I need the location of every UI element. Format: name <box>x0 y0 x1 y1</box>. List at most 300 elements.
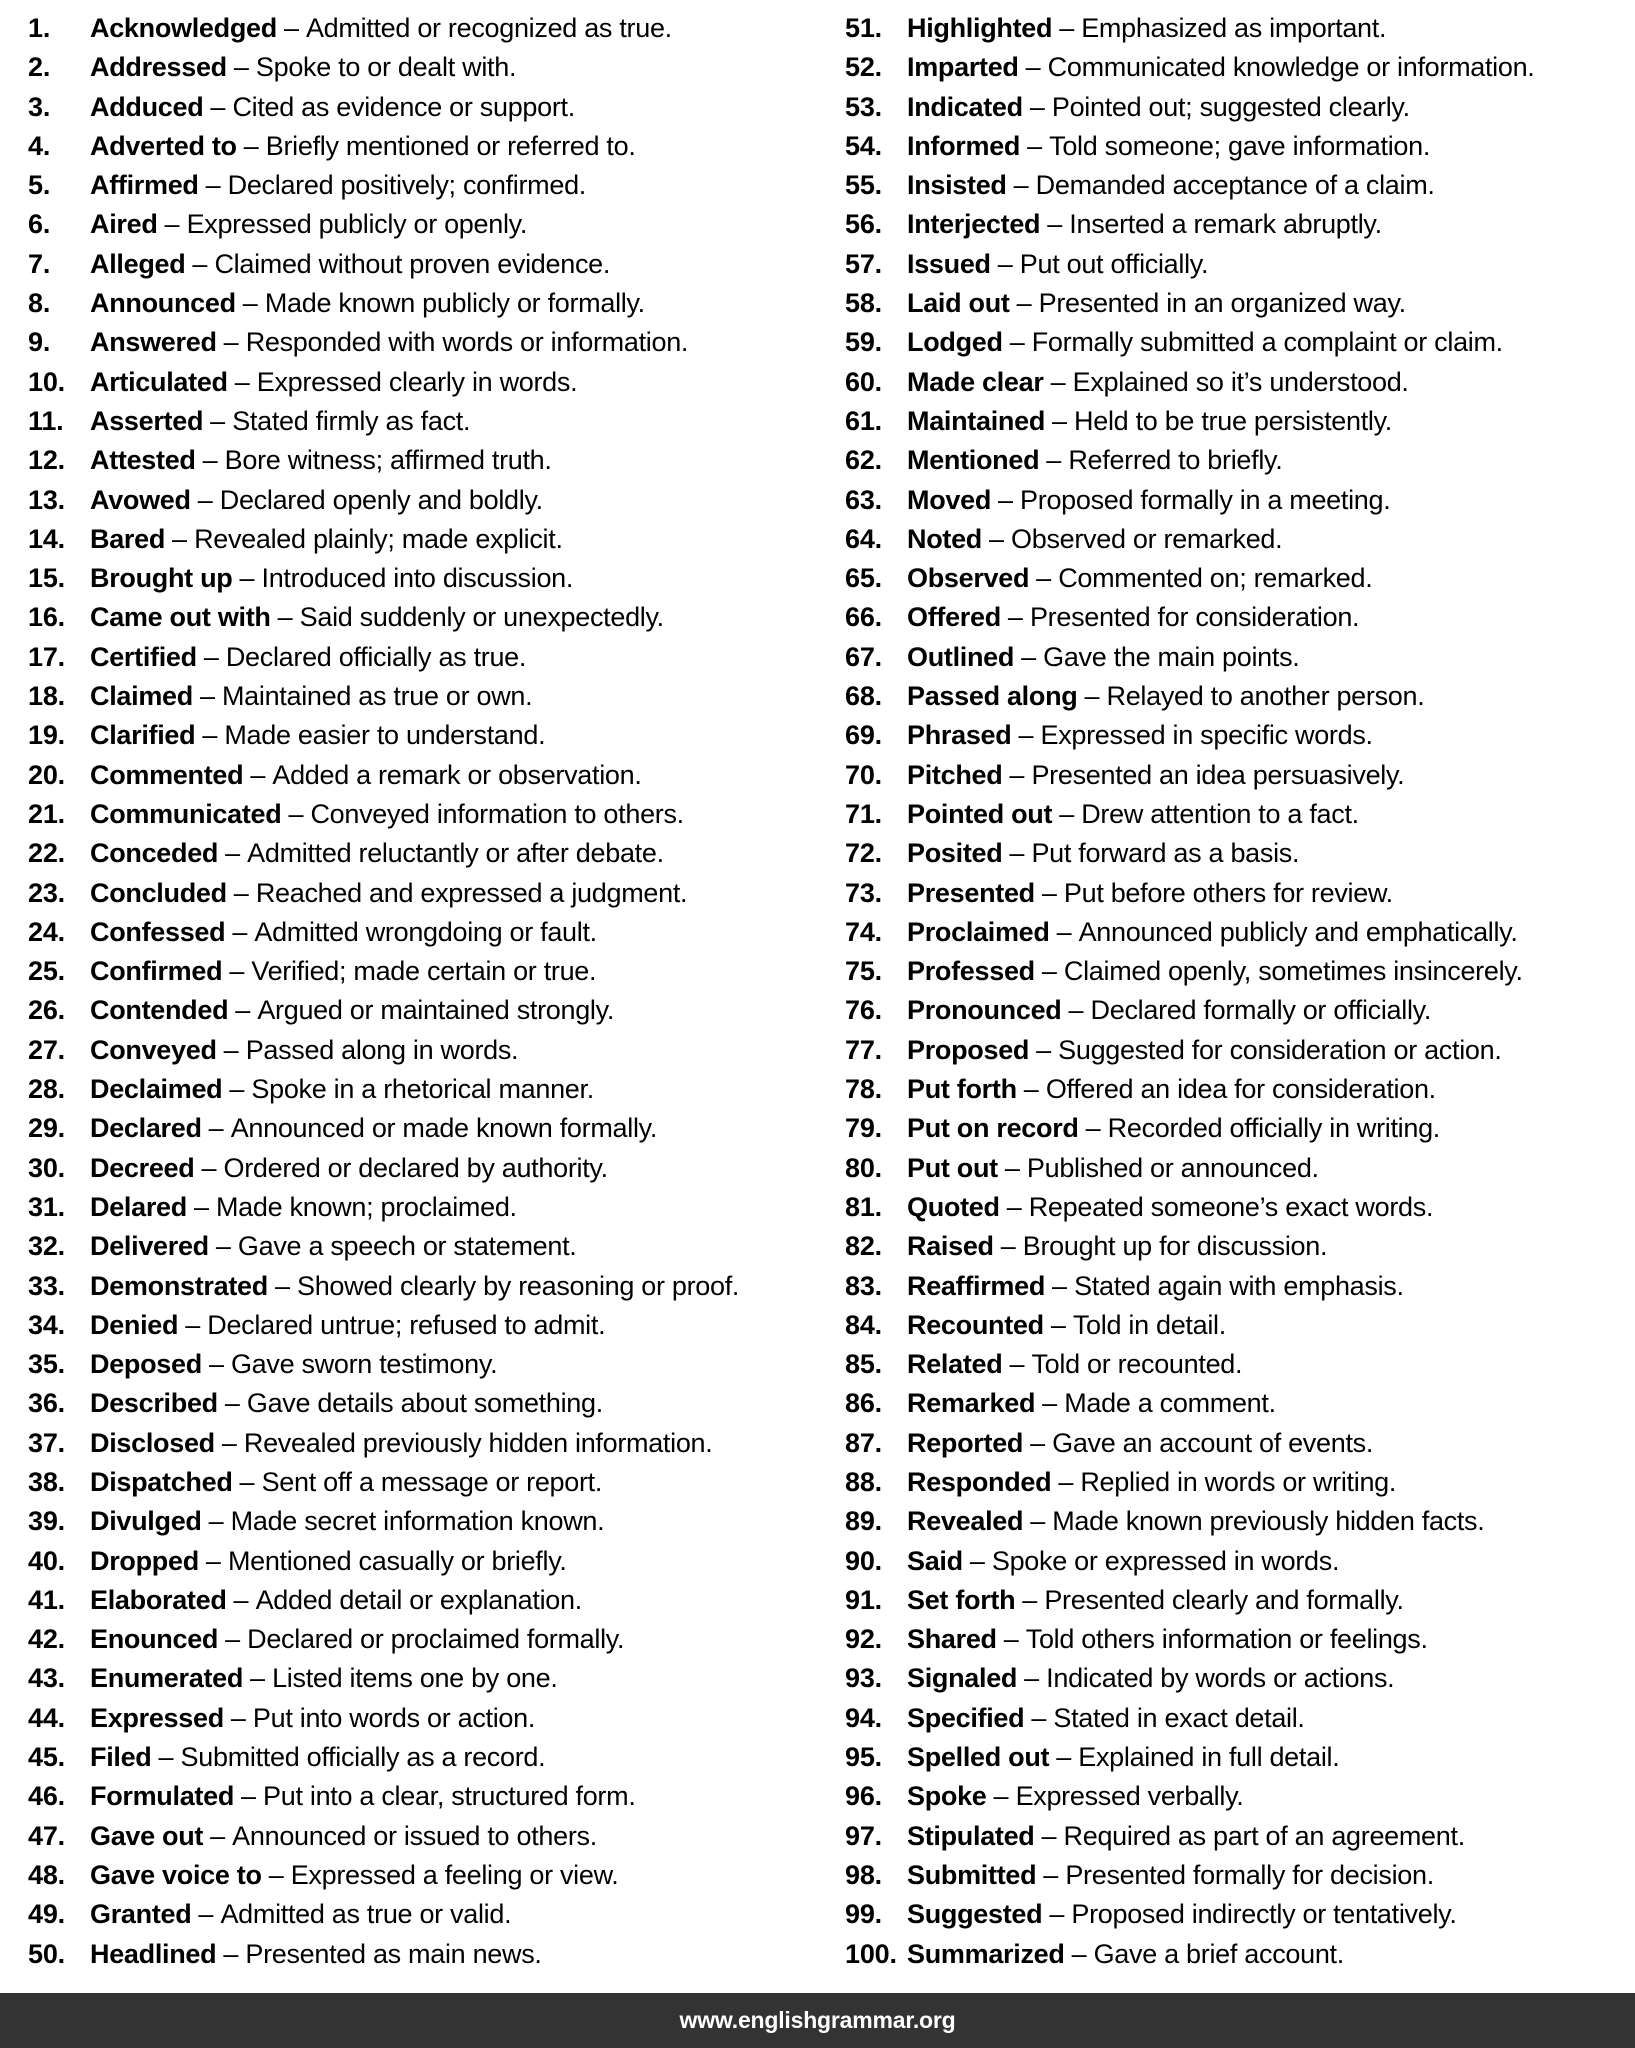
list-item-separator: – <box>229 1074 245 1105</box>
list-item-definition: Declared or proclaimed formally. <box>247 1624 625 1655</box>
list-item <box>28 1463 818 1502</box>
list-item-separator: – <box>185 1309 201 1340</box>
list-item-definition: Declared openly and boldly. <box>219 484 543 515</box>
list-item <box>845 48 1635 87</box>
list-item-definition: Made known previously hidden facts. <box>1052 1506 1485 1537</box>
list-item-separator: – <box>1004 1152 1020 1183</box>
list-item-separator: – <box>235 995 251 1026</box>
list-item-separator: – <box>1046 445 1062 476</box>
list-item <box>28 441 818 480</box>
list-item-word: Outlined <box>907 641 1015 672</box>
list-item-separator: – <box>1068 995 1084 1026</box>
list-item <box>845 166 1635 205</box>
list-item-number: 29. <box>28 1113 65 1144</box>
list-item-number: 42. <box>28 1624 65 1655</box>
list-item <box>845 1581 1635 1620</box>
list-item-definition: Explained in full detail. <box>1078 1742 1340 1773</box>
list-item-definition: Verified; made certain or true. <box>251 956 597 987</box>
list-item-number: 96. <box>845 1781 882 1812</box>
list-item-separator: – <box>1056 916 1072 947</box>
list-item-word: Phrased <box>907 720 1012 751</box>
list-item-definition: Presented as main news. <box>245 1938 542 1969</box>
list-item-word: Passed along <box>907 681 1078 712</box>
list-item-word: Filed <box>90 1742 152 1773</box>
list-item <box>28 1188 818 1227</box>
list-item-definition: Made known; proclaimed. <box>215 1191 517 1222</box>
list-item-separator: – <box>1021 641 1037 672</box>
list-item-definition: Revealed previously hidden information. <box>243 1427 713 1458</box>
list-item-number: 97. <box>845 1820 882 1851</box>
list-item <box>845 1188 1635 1227</box>
list-item-number: 49. <box>28 1899 65 1930</box>
list-item-definition: Inserted a remark abruptly. <box>1069 209 1382 240</box>
list-item-definition: Put out officially. <box>1019 248 1209 279</box>
list-item-separator: – <box>1029 91 1045 122</box>
list-item-number: 7. <box>28 248 51 279</box>
list-item <box>28 913 818 952</box>
list-item-word: Set forth <box>907 1584 1016 1615</box>
list-item-definition: Gave sworn testimony. <box>230 1349 498 1380</box>
list-item-word: Answered <box>90 327 217 358</box>
list-item-definition: Presented clearly and formally. <box>1044 1584 1404 1615</box>
list-item-number: 80. <box>845 1152 882 1183</box>
list-item-word: Adverted to <box>90 130 237 161</box>
list-item-number: 79. <box>845 1113 882 1144</box>
list-item-separator: – <box>223 327 239 358</box>
list-item <box>845 1306 1635 1345</box>
list-item-definition: Told in detail. <box>1072 1309 1226 1340</box>
list-item-definition: Responded with words or information. <box>245 327 689 358</box>
list-item <box>28 638 818 677</box>
list-item-separator: – <box>1042 1388 1058 1419</box>
list-item-number: 34. <box>28 1309 65 1340</box>
list-item-number: 13. <box>28 484 65 515</box>
list-item-definition: Put into a clear, structured form. <box>263 1781 636 1812</box>
list-item <box>28 1306 818 1345</box>
list-item-number: 76. <box>845 995 882 1026</box>
list-item-number: 8. <box>28 288 51 319</box>
list-item-number: 46. <box>28 1781 65 1812</box>
list-item-separator: – <box>233 877 249 908</box>
list-item-number: 50. <box>28 1938 65 1969</box>
list-item-separator: – <box>1058 1466 1074 1497</box>
list-item <box>28 245 818 284</box>
list-item <box>845 598 1635 637</box>
list-item-number: 45. <box>28 1742 65 1773</box>
list-item-number: 14. <box>28 523 65 554</box>
list-item <box>28 284 818 323</box>
list-item-definition: Expressed publicly or openly. <box>186 209 528 240</box>
list-item <box>28 1070 818 1109</box>
list-item-number: 41. <box>28 1584 65 1615</box>
list-item-word: Reported <box>907 1427 1024 1458</box>
list-item-definition: Commented on; remarked. <box>1058 563 1373 594</box>
list-item <box>28 1738 818 1777</box>
list-item <box>28 1109 818 1148</box>
list-item-word: Avowed <box>90 484 191 515</box>
list-item-separator: – <box>1027 130 1043 161</box>
list-item-definition: Mentioned casually or briefly. <box>227 1545 567 1576</box>
list-item-definition: Revealed plainly; made explicit. <box>194 523 563 554</box>
list-item-word: Dispatched <box>90 1466 233 1497</box>
list-item <box>845 1149 1635 1188</box>
list-item-separator: – <box>239 563 255 594</box>
list-item-definition: Spoke to or dealt with. <box>255 52 517 83</box>
list-item <box>28 402 818 441</box>
list-item-definition: Cited as evidence or support. <box>232 91 575 122</box>
list-item-definition: Proposed indirectly or tentatively. <box>1071 1899 1457 1930</box>
list-item-number: 20. <box>28 759 65 790</box>
list-item-number: 28. <box>28 1074 65 1105</box>
list-item-separator: – <box>1050 1309 1066 1340</box>
list-item-number: 60. <box>845 366 882 397</box>
list-item-separator: – <box>233 52 249 83</box>
list-item-definition: Made secret information known. <box>230 1506 605 1537</box>
list-item-number: 18. <box>28 681 65 712</box>
list-item-number: 81. <box>845 1191 882 1222</box>
list-item-number: 48. <box>28 1859 65 1890</box>
list-item-separator: – <box>993 1781 1009 1812</box>
list-item <box>28 1502 818 1541</box>
list-item-definition: Admitted reluctantly or after debate. <box>247 838 664 869</box>
list-item-separator: – <box>193 1191 209 1222</box>
list-item-definition: Expressed in specific words. <box>1040 720 1373 751</box>
list-item-definition: Presented an idea persuasively. <box>1031 759 1405 790</box>
list-item <box>845 874 1635 913</box>
list-item-word: Informed <box>907 130 1021 161</box>
list-item-separator: – <box>210 405 226 436</box>
list-item-number: 23. <box>28 877 65 908</box>
list-item-separator: – <box>1030 1506 1046 1537</box>
list-item-separator: – <box>1009 838 1025 869</box>
list-item-number: 70. <box>845 759 882 790</box>
list-item-word: Conveyed <box>90 1034 217 1065</box>
list-item-separator: – <box>203 641 219 672</box>
list-item <box>845 1777 1635 1816</box>
list-item-word: Affirmed <box>90 170 199 201</box>
list-item-definition: Conveyed information to others. <box>310 798 684 829</box>
footer-bar <box>0 1993 1635 2048</box>
list-item-separator: – <box>1024 1663 1040 1694</box>
list-item-number: 92. <box>845 1624 882 1655</box>
list-item-separator: – <box>205 170 221 201</box>
list-item-separator: – <box>998 484 1014 515</box>
list-item-definition: Submitted officially as a record. <box>180 1742 546 1773</box>
list-item-number: 65. <box>845 563 882 594</box>
list-item-definition: Formally submitted a complaint or claim. <box>1031 327 1503 358</box>
list-item-separator: – <box>997 248 1013 279</box>
list-item <box>28 716 818 755</box>
list-item-separator: – <box>1056 1742 1072 1773</box>
list-item-separator: – <box>1009 1349 1025 1380</box>
list-item <box>28 481 818 520</box>
list-item-separator: – <box>202 445 218 476</box>
list-item <box>845 1817 1635 1856</box>
list-item-number: 64. <box>845 523 882 554</box>
list-item-number: 99. <box>845 1899 882 1930</box>
list-item-definition: Ordered or declared by authority. <box>223 1152 608 1183</box>
list-item-word: Bared <box>90 523 166 554</box>
list-item-word: Offered <box>907 602 1001 633</box>
list-item-number: 17. <box>28 641 65 672</box>
list-item-word: Maintained <box>907 405 1046 436</box>
list-item-separator: – <box>1007 602 1023 633</box>
list-item-separator: – <box>288 798 304 829</box>
list-item-definition: Argued or maintained strongly. <box>257 995 615 1026</box>
list-item-word: Spelled out <box>907 1742 1050 1773</box>
list-item-definition: Declared officially as true. <box>225 641 527 672</box>
list-item-word: Divulged <box>90 1506 202 1537</box>
list-item-definition: Made easier to understand. <box>224 720 546 751</box>
list-item-word: Conceded <box>90 838 219 869</box>
list-item-definition: Presented in an organized way. <box>1038 288 1406 319</box>
list-item-definition: Put forward as a basis. <box>1031 838 1300 869</box>
list-item-number: 69. <box>845 720 882 751</box>
list-item-word: Delared <box>90 1191 187 1222</box>
list-item <box>28 9 818 48</box>
list-item <box>845 284 1635 323</box>
list-item-definition: Bore witness; affirmed truth. <box>224 445 552 476</box>
list-item <box>28 1227 818 1266</box>
list-item-word: Responded <box>907 1466 1052 1497</box>
list-item-separator: – <box>1084 681 1100 712</box>
list-item-separator: – <box>1003 1624 1019 1655</box>
list-item-number: 16. <box>28 602 65 633</box>
list-item <box>845 1031 1635 1070</box>
list-item-definition: Said suddenly or unexpectedly. <box>299 602 664 633</box>
list-item-number: 36. <box>28 1388 65 1419</box>
list-item-separator: – <box>1022 1584 1038 1615</box>
list-item-separator: – <box>202 720 218 751</box>
list-column-right <box>818 0 1635 1974</box>
list-item-word: Expressed <box>90 1702 224 1733</box>
list-item-separator: – <box>205 1545 221 1576</box>
list-item-word: Said <box>907 1545 963 1576</box>
list-item-separator: – <box>277 602 293 633</box>
list-item-definition: Expressed clearly in words. <box>256 366 578 397</box>
list-item-number: 71. <box>845 798 882 829</box>
list-item <box>845 1463 1635 1502</box>
list-item-number: 85. <box>845 1349 882 1380</box>
list-item-number: 5. <box>28 170 51 201</box>
list-item-word: Summarized <box>907 1938 1065 1969</box>
list-item-number: 22. <box>28 838 65 869</box>
list-item-number: 63. <box>845 484 882 515</box>
list-item-definition: Told or recounted. <box>1031 1349 1243 1380</box>
list-item-definition: Gave details about something. <box>246 1388 603 1419</box>
list-item-word: Proposed <box>907 1034 1030 1065</box>
list-item-separator: – <box>225 838 241 869</box>
list-item-word: Attested <box>90 445 196 476</box>
list-item <box>845 1620 1635 1659</box>
list-item-number: 68. <box>845 681 882 712</box>
list-item-word: Announced <box>90 288 236 319</box>
list-item <box>845 1070 1635 1109</box>
list-item-separator: – <box>1000 1231 1016 1262</box>
list-item-definition: Observed or remarked. <box>1011 523 1283 554</box>
list-item <box>845 913 1635 952</box>
list-item-word: Put forth <box>907 1074 1017 1105</box>
list-item-word: Laid out <box>907 288 1010 319</box>
list-item-separator: – <box>198 1899 214 1930</box>
list-item-number: 59. <box>845 327 882 358</box>
list-item-number: 87. <box>845 1427 882 1458</box>
list-item-word: Declared <box>90 1113 202 1144</box>
list-item-separator: – <box>268 1859 284 1890</box>
list-item-separator: – <box>192 248 208 279</box>
list-item-separator: – <box>172 523 188 554</box>
list-item-word: Suggested <box>907 1899 1043 1930</box>
list-item-separator: – <box>250 1663 266 1694</box>
list-item-number: 51. <box>845 13 882 43</box>
list-item <box>28 1424 818 1463</box>
list-item-number: 37. <box>28 1427 65 1458</box>
list-item-word: Adduced <box>90 91 204 122</box>
list-item <box>845 1424 1635 1463</box>
list-item-number: 32. <box>28 1231 65 1262</box>
list-item-definition: Told others information or feelings. <box>1025 1624 1428 1655</box>
list-item-word: Lodged <box>907 327 1003 358</box>
list-item-word: Confirmed <box>90 956 223 987</box>
list-item-word: Deposed <box>90 1349 202 1380</box>
list-item-word: Delivered <box>90 1231 209 1262</box>
list-item-separator: – <box>1023 1074 1039 1105</box>
list-item <box>28 363 818 402</box>
list-item-number: 72. <box>845 838 882 869</box>
list-item-word: Acknowledged <box>90 13 277 43</box>
list-item-word: Gave voice to <box>90 1859 262 1890</box>
list-item-definition: Admitted or recognized as true. <box>305 13 672 43</box>
list-item-number: 54. <box>845 130 882 161</box>
list-item-definition: Gave a brief account. <box>1093 1938 1344 1969</box>
list-item-separator: – <box>232 916 248 947</box>
list-item-separator: – <box>223 1034 239 1065</box>
list-item-word: Addressed <box>90 52 227 83</box>
list-item <box>845 9 1635 48</box>
list-item-definition: Declared formally or officially. <box>1090 995 1432 1026</box>
list-item <box>28 795 818 834</box>
list-item-definition: Showed clearly by reasoning or proof. <box>296 1270 740 1301</box>
list-item <box>28 88 818 127</box>
list-item <box>845 1935 1635 1974</box>
list-item-separator: – <box>233 1584 249 1615</box>
list-item-definition: Expressed a feeling or view. <box>290 1859 619 1890</box>
list-item-number: 38. <box>28 1466 65 1497</box>
list-item-word: Demonstrated <box>90 1270 268 1301</box>
list-item-number: 21. <box>28 798 65 829</box>
list-item-word: Related <box>907 1349 1003 1380</box>
list-item-number: 94. <box>845 1702 882 1733</box>
list-item <box>28 1149 818 1188</box>
list-item-word: Mentioned <box>907 445 1040 476</box>
list-item-number: 73. <box>845 877 882 908</box>
list-item-number: 75. <box>845 956 882 987</box>
list-item-definition: Required as part of an agreement. <box>1063 1820 1465 1851</box>
list-item-word: Articulated <box>90 366 228 397</box>
list-item <box>845 1267 1635 1306</box>
list-item-number: 12. <box>28 445 65 476</box>
list-item-separator: – <box>215 1231 231 1262</box>
list-item <box>845 1345 1635 1384</box>
list-item-separator: – <box>208 1349 224 1380</box>
list-item-word: Quoted <box>907 1191 1000 1222</box>
list-item-separator: – <box>1041 1820 1057 1851</box>
list-item-number: 91. <box>845 1584 882 1615</box>
list-item-number: 10. <box>28 366 65 397</box>
list-item-definition: Told someone; gave information. <box>1049 130 1431 161</box>
list-item <box>28 559 818 598</box>
list-item-separator: – <box>201 1152 217 1183</box>
list-item-definition: Proposed formally in a meeting. <box>1020 484 1391 515</box>
list-item <box>28 834 818 873</box>
list-item-separator: – <box>221 1427 237 1458</box>
list-item <box>845 441 1635 480</box>
list-item-number: 98. <box>845 1859 882 1890</box>
list-item-definition: Passed along in words. <box>245 1034 519 1065</box>
list-item-definition: Announced or made known formally. <box>230 1113 658 1144</box>
list-item-word: Formulated <box>90 1781 235 1812</box>
list-item-separator: – <box>1047 209 1063 240</box>
list-item-definition: Stated again with emphasis. <box>1074 1270 1404 1301</box>
list-item-word: Imparted <box>907 52 1019 83</box>
list-item <box>845 363 1635 402</box>
list-item-number: 44. <box>28 1702 65 1733</box>
list-item-word: Raised <box>907 1231 994 1262</box>
list-item-definition: Presented for consideration. <box>1029 602 1360 633</box>
list-item-number: 78. <box>845 1074 882 1105</box>
list-item <box>28 1699 818 1738</box>
list-item <box>845 1738 1635 1777</box>
list-item-word: Declaimed <box>90 1074 223 1105</box>
list-item <box>845 481 1635 520</box>
list-item-definition: Added detail or explanation. <box>255 1584 582 1615</box>
list-item-definition: Spoke or expressed in words. <box>991 1545 1340 1576</box>
list-item <box>845 1502 1635 1541</box>
list-item-number: 31. <box>28 1191 65 1222</box>
list-item-separator: – <box>250 759 266 790</box>
list-item-definition: Gave an account of events. <box>1052 1427 1374 1458</box>
list-item-definition: Published or announced. <box>1026 1152 1319 1183</box>
list-item-definition: Referred to briefly. <box>1068 445 1283 476</box>
list-item-definition: Gave a speech or statement. <box>237 1231 577 1262</box>
list-item <box>845 716 1635 755</box>
list-item-number: 61. <box>845 405 882 436</box>
list-item <box>845 1227 1635 1266</box>
list-item-number: 11. <box>28 405 64 436</box>
list-item-definition: Expressed verbally. <box>1015 1781 1244 1812</box>
list-item-definition: Communicated knowledge or information. <box>1047 52 1535 83</box>
list-item <box>28 1267 818 1306</box>
list-item-word: Elaborated <box>90 1584 227 1615</box>
list-item-number: 3. <box>28 91 51 122</box>
list-item-definition: Repeated someone’s exact words. <box>1028 1191 1434 1222</box>
list-item <box>28 166 818 205</box>
list-item-word: Professed <box>907 956 1035 987</box>
list-item-word: Specified <box>907 1702 1025 1733</box>
list-item <box>845 1384 1635 1423</box>
list-item <box>845 88 1635 127</box>
list-item <box>845 756 1635 795</box>
list-item-definition: Recorded officially in writing. <box>1107 1113 1441 1144</box>
list-item-word: Enounced <box>90 1624 219 1655</box>
list-item-number: 82. <box>845 1231 882 1262</box>
list-item-separator: – <box>210 1820 226 1851</box>
list-item-definition: Gave the main points. <box>1043 641 1300 672</box>
list-item <box>845 1856 1635 1895</box>
list-item <box>845 1699 1635 1738</box>
list-item-definition: Stated in exact detail. <box>1053 1702 1305 1733</box>
list-item-word: Brought up <box>90 563 233 594</box>
